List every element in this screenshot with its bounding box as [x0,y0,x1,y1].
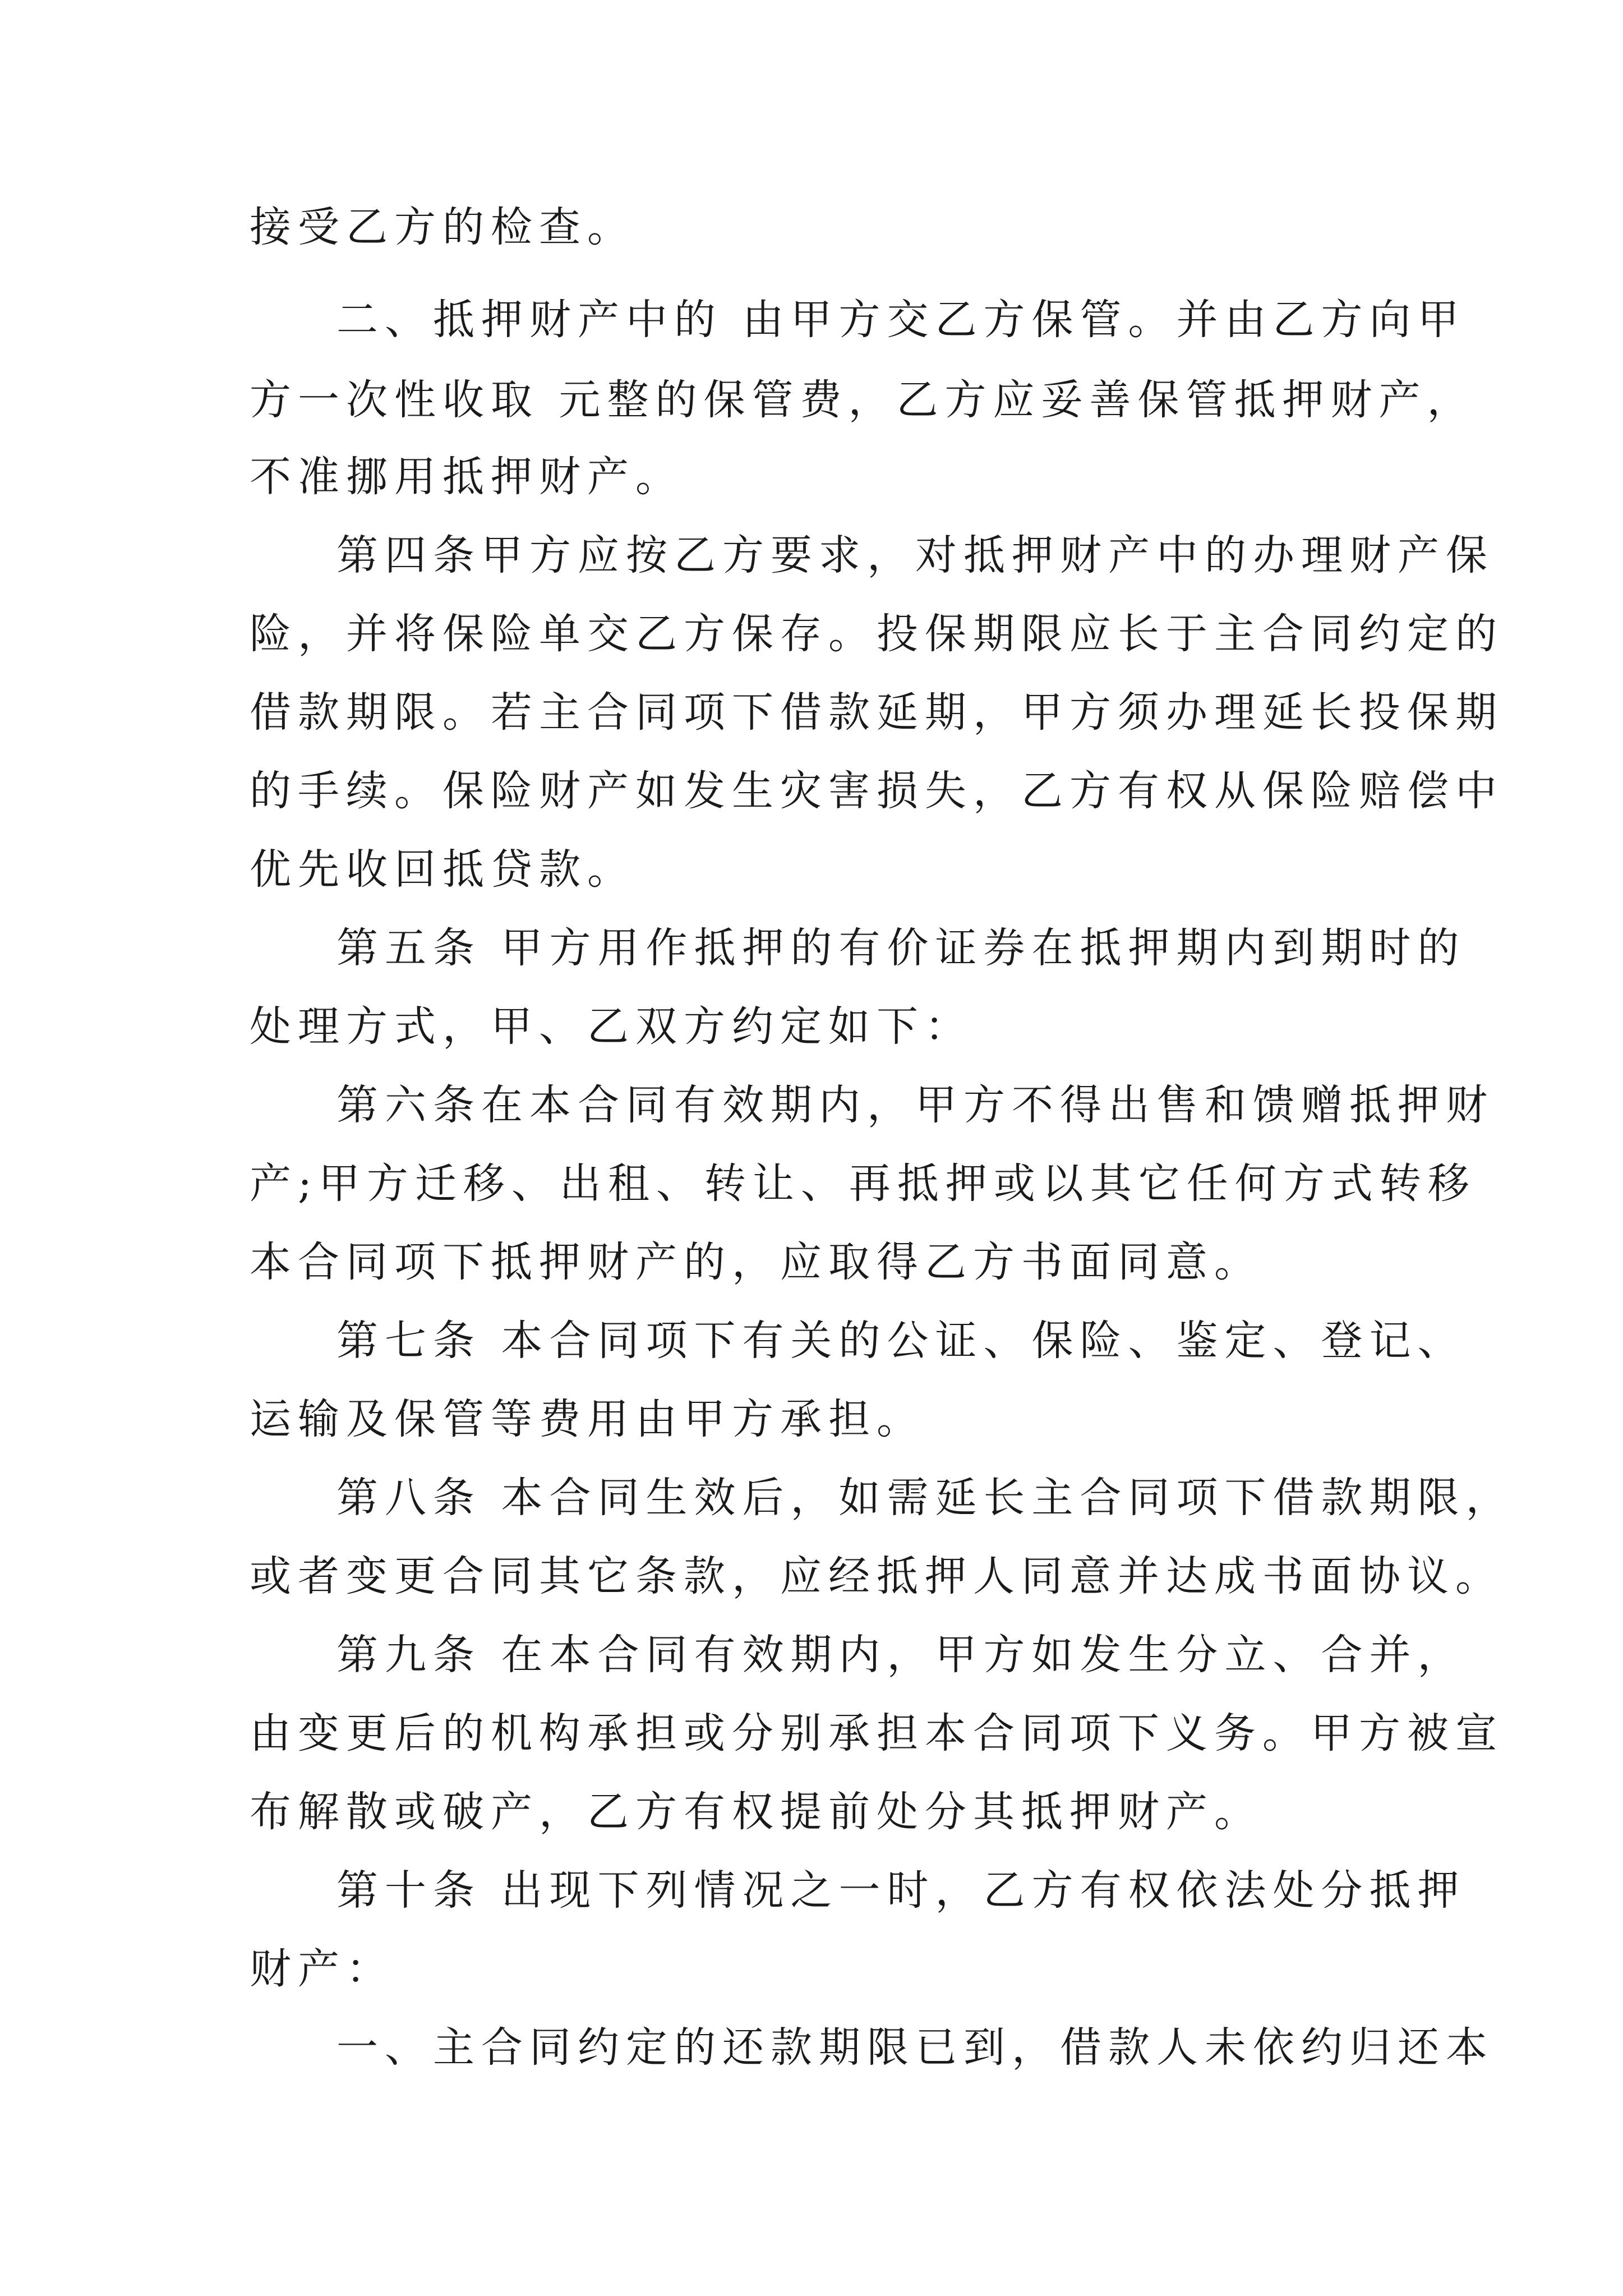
paragraph-first-line: 第七条 本合同项下有关的公证、保险、鉴定、登记、 [336,1317,1466,1365]
paragraph-first-line: 第八条 本合同生效后，如需延长主合同项下借款期限， [336,1474,1514,1522]
text-line: 由变更后的机构承担或分别承担本合同项下义务。甲方被宣 [250,1709,1504,1757]
text-line: 布解散或破产，乙方有权提前处分其抵押财产。 [250,1788,1262,1836]
text-line: 财产： [250,1945,394,1993]
paragraph-first-line: 第十条 出现下列情况之一时，乙方有权依法处分抵押 [336,1866,1466,1915]
paragraph-first-line: 二、抵押财产中的 由甲方交乙方保管。并由乙方向甲 [336,296,1466,344]
text-line: 借款期限。若主合同项下借款延期，甲方须办理延长投保期 [250,688,1504,737]
text-line: 处理方式，甲、乙双方约定如下： [250,1002,973,1051]
paragraph-first-line: 第九条 在本合同有效期内，甲方如发生分立、合并， [336,1631,1466,1679]
text-line: 或者变更合同其它条款，应经抵押人同意并达成书面协议。 [250,1552,1504,1600]
paragraph-first-line: 一、主合同约定的还款期限已到，借款人未依约归还本 [336,2023,1494,2072]
text-line: 接受乙方的检查。 [250,203,635,251]
paragraph-first-line: 第四条甲方应按乙方要求，对抵押财产中的办理财产保 [336,531,1494,579]
text-line: 险，并将保险单交乙方保存。投保期限应长于主合同约定的 [250,610,1504,658]
text-line: 不准挪用抵押财产。 [250,453,684,501]
text-line: 本合同项下抵押财产的，应取得乙方书面同意。 [250,1238,1262,1286]
paragraph-first-line: 第六条在本合同有效期内，甲方不得出售和馈赠抵押财 [336,1081,1494,1129]
text-line: 运输及保管等费用由甲方承担。 [250,1395,925,1443]
text-line: 优先收回抵贷款。 [250,845,635,894]
text-line: 的手续。保险财产如发生灾害损失，乙方有权从保险赔偿中 [250,767,1504,815]
text-line: 方一次性收取 元整的保管费，乙方应妥善保管抵押财产， [250,376,1476,424]
paragraph-first-line: 第五条 甲方用作抵押的有价证券在抵押期内到期时的 [336,924,1466,972]
text-line: 产;甲方迁移、出租、转让、再抵押或以其它任何方式转移 [250,1159,1476,1208]
